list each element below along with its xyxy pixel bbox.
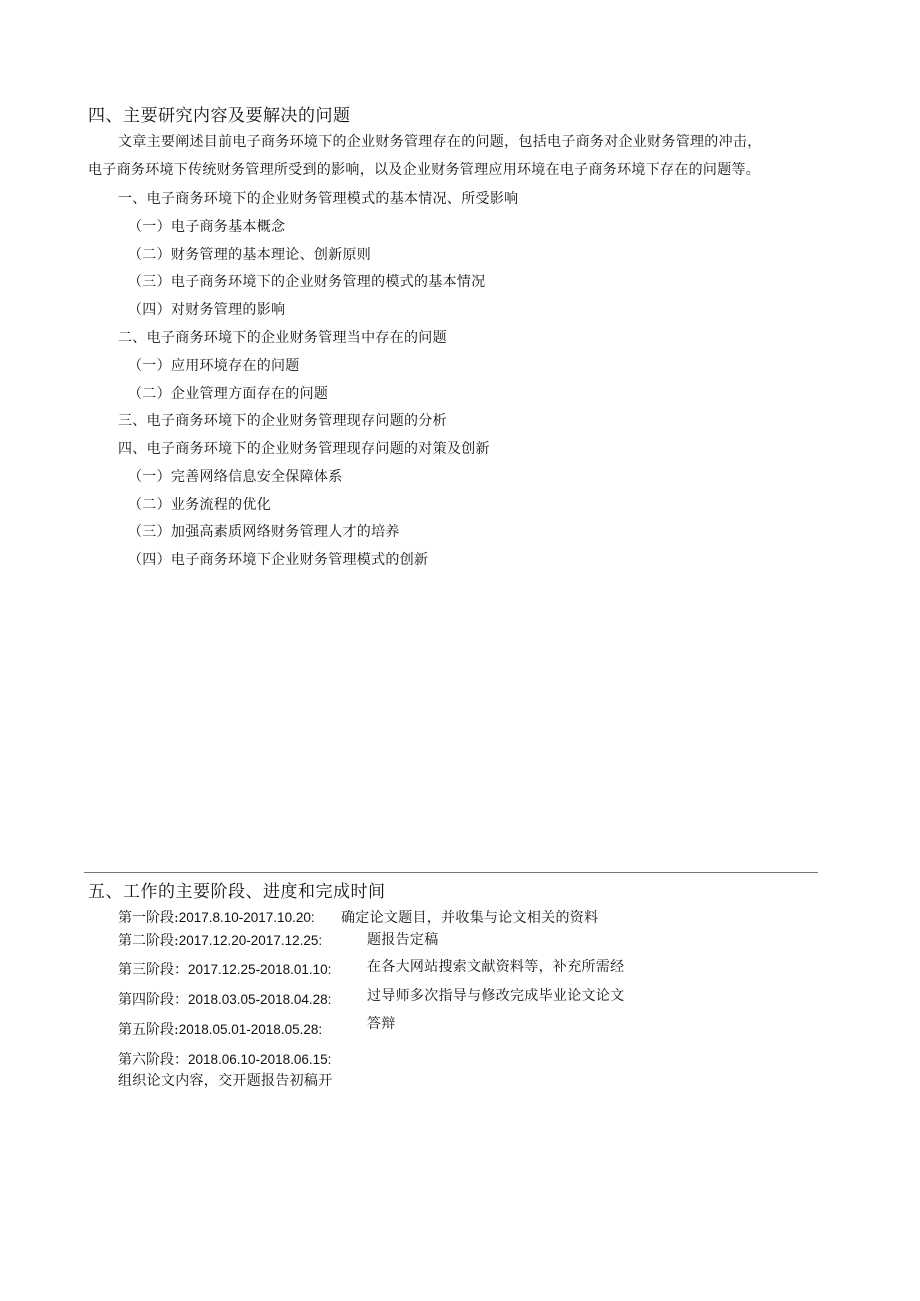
stage-row <box>118 1019 322 1039</box>
outline-item: （四）对财务管理的影响 <box>128 302 286 318</box>
section-divider <box>84 872 818 873</box>
intro-line-1: 文章主要阐述目前电子商务环境下的企业财务管理存在的问题，包括电子商务对企业财务管理的冲击， <box>118 134 762 150</box>
outline-item: （四）电子商务环境下企业财务管理模式的创新 <box>128 552 429 568</box>
stage-dates: 2018.06.10-2018.06.15: <box>188 1052 332 1067</box>
task-fragment: 过导师多次指导与修改完成毕业论文论文 <box>367 988 625 1004</box>
stage-row <box>118 930 322 950</box>
task-fragment: 答辩 <box>367 1016 396 1032</box>
outline-item: （一）完善网络信息安全保障体系 <box>128 469 343 485</box>
task-fragment: 题报告定稿 <box>367 932 439 948</box>
stage-label: 第六阶段： <box>118 1052 188 1068</box>
stage-dates: 2017.12.25-2018.01.10: <box>188 962 332 977</box>
stage-row <box>118 1049 331 1069</box>
outline-item: 一、电子商务环境下的企业财务管理模式的基本情况、所受影响 <box>118 191 519 207</box>
stage-dates: 2018.05.01-2018.05.28: <box>178 1022 323 1037</box>
outline-item: （二）财务管理的基本理论、创新原则 <box>128 247 372 263</box>
stage-dates: 2017.8.10-2017.10.20: <box>178 910 315 925</box>
outline-item: 二、电子商务环境下的企业财务管理当中存在的问题 <box>118 330 447 346</box>
outline-item: 三、电子商务环境下的企业财务管理现存问题的分析 <box>118 413 447 429</box>
task-fragment: 在各大网站搜索文献资料等，补充所需经 <box>367 959 625 975</box>
stage-row <box>118 959 331 979</box>
stage-row <box>118 907 315 927</box>
outline-item: （三）加强高素质网络财务管理人才的培养 <box>128 524 400 540</box>
stage-label: 第四阶段： <box>118 992 188 1008</box>
section-5-title: 五、工作的主要阶段、进度和完成时间 <box>88 882 386 902</box>
intro-line-2: 电子商务环境下传统财务管理所受到的影响，以及企业财务管理应用环境在电子商务环境下存在的问题等。 <box>88 162 761 178</box>
outline-item: （一）电子商务基本概念 <box>128 219 286 235</box>
stage-label: 第三阶段： <box>118 962 188 978</box>
stage-dates: 2018.03.05-2018.04.28: <box>188 992 332 1007</box>
stage-label: 第五阶段: <box>118 1022 179 1038</box>
stage-dates: 2017.12.20-2017.12.25: <box>178 933 323 948</box>
task-fragment: 确定论文题目，并收集与论文相关的资料 <box>341 910 599 926</box>
section-4-title: 四、主要研究内容及要解决的问题 <box>88 106 351 126</box>
outline-item: （一）应用环境存在的问题 <box>128 358 300 374</box>
stage-row <box>118 989 331 1009</box>
task-fragment: 组织论文内容，交开题报告初稿开 <box>118 1073 333 1089</box>
outline-item: 四、电子商务环境下的企业财务管理现存问题的对策及创新 <box>118 441 490 457</box>
outline-item: （三）电子商务环境下的企业财务管理的模式的基本情况 <box>128 274 486 290</box>
outline-item: （二）业务流程的优化 <box>128 497 271 513</box>
stage-label: 第一阶段: <box>118 910 179 926</box>
outline-item: （二）企业管理方面存在的问题 <box>128 386 329 402</box>
stage-label: 第二阶段: <box>118 933 179 949</box>
